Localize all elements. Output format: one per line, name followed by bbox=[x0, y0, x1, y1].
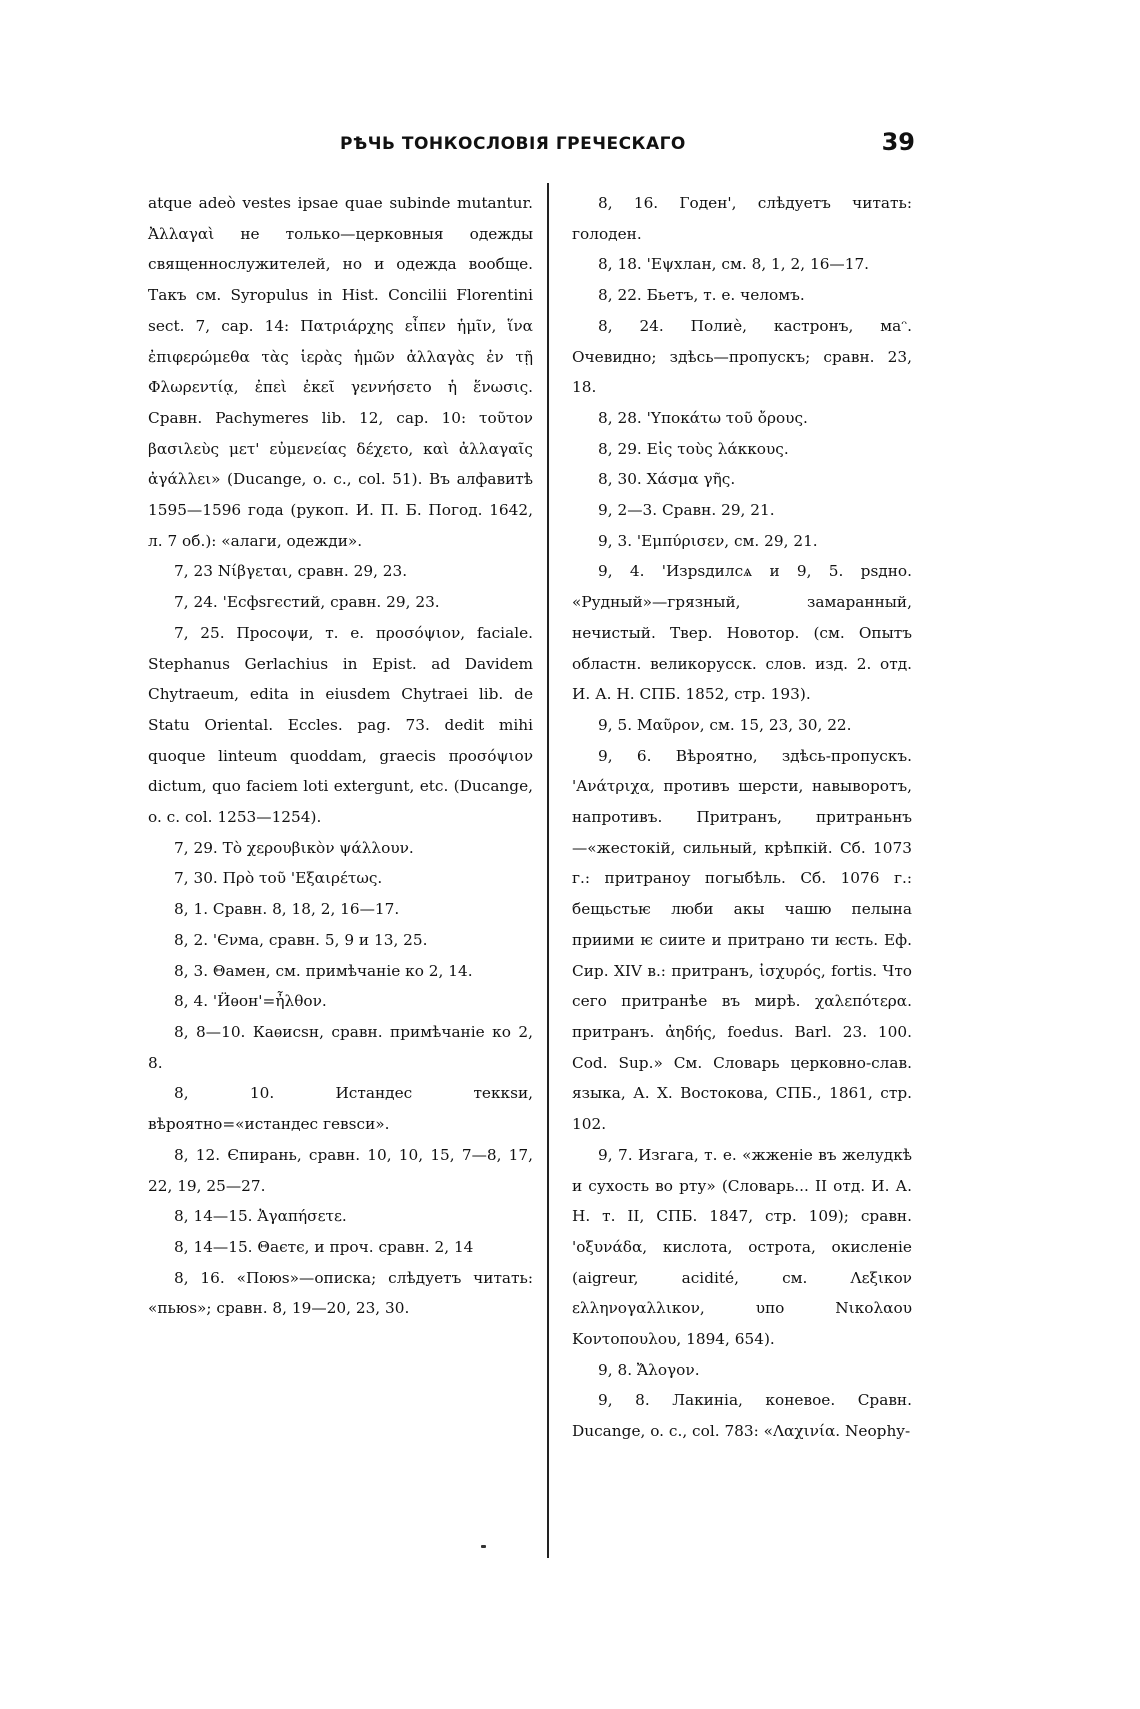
paragraph: atque adeò vestes ipsae quae subinde mutantur. Ἀλλαγαὶ не только—церковныя одежды священнослужителей, но и одежда вообще. Такъ см. Syropulus in Hist. Concilii Florentini sect. 7, cap. 14: Πατριάρχης εἶπεν ἡμῖν, ἵνα ἐπιφερώμεθα τὰς ἱερὰς ἡμῶν ἀλλαγὰς ἐν τῇ Φλωρεντίᾳ, ἐπεὶ ἐκεῖ γεννήσετο ἡ ἕνωσις. Сравн. Pachymeres lib. 12, cap. 10: τοῦτον βασιλεὺς μετ' εὐμενείας δέχετο, καὶ ἀλλαγαῖς ἀγάλλει» (Ducange, o. c., col. 51). Въ алфавитѣ 1595—1596 года (рукоп. И. П. Б. Погод. 1642, л. 7 об.): «алаги, одежди». bbox=[148, 194, 533, 550]
note-entry: 8, 2. 'Єνма, сравн. 5, 9 и 13, 25. bbox=[174, 930, 428, 949]
note-entry: 8, 1. Сравн. 8, 18, 2, 16—17. bbox=[174, 900, 400, 919]
column-divider bbox=[547, 183, 549, 1558]
note-entry: 9, 6. Вѣроятно, здѣсь-пропускъ. 'Ανάτριχα, противъ шерсти, навыворотъ, напротивъ. Притранъ, притраньнъ—«жестокій, сильный, крѣпкій. Сб. 1073 г.: притраноу погыбѣль. Сб. 1076 г.: бещьстьѥ люби акы чашю пелына приими ѥ сиите и притрано ти ѥсть. Еф. Сир. XIV в.: притранъ, ἰσχυρός, fortis. Что сего притранѣе въ мирѣ. χαλεπότερα. притранъ. ἀηδής, foedus. Barl. 23. 100. Cod. Sup.» См. Словарь церковно-слав. языка, А. Х. Востокова, СПБ., 1861, стр. 102. bbox=[572, 746, 912, 1134]
note-entry: 8, 14—15. Ἀγαπήσετε. bbox=[174, 1207, 347, 1226]
note-entry: 8, 22. Бьетъ, т. е. челомъ. bbox=[598, 286, 805, 305]
note-entry: 8, 12. Єпирань, сравн. 10, 10, 15, 7—8, 17, 22, 19, 25—27. bbox=[148, 1145, 533, 1195]
note-entry: 8, 28. 'Υποκάτω τοῦ ὄρους. bbox=[598, 408, 808, 427]
note-entry: 8, 16. Годен', слѣдуетъ читать: голоден. bbox=[572, 194, 912, 243]
note-entry: 7, 25. Просоψи, т. е. προσόψιον, faciale. Stephanus Gerlachius in Epist. ad Davidem Chytraeum, edita in eiusdem Chytraei lib. de Statu Oriental. Eccles. pag. 73. dedit mihi quoque linteum quoddam, graecis προσόψιον dictum, quo faciem loti extergunt, etc. (Ducange, o. c. col. 1253—1254). bbox=[148, 623, 533, 827]
note-entry: 9, 2—3. Сравн. 29, 21. bbox=[598, 501, 775, 520]
note-entry: 8, 8—10. Каѳисѕн, сравн. примѣчаніе ко 2, 8. bbox=[148, 1022, 533, 1072]
note-entry: 8, 18. 'Εψхлан, см. 8, 1, 2, 16—17. bbox=[598, 255, 870, 274]
page-number: 39 bbox=[881, 128, 915, 156]
note-entry: 8, 4. 'Ӥѳон'=ἦλθον. bbox=[174, 992, 327, 1011]
note-entry: 8, 24. Полиѐ, кастронъ, маᵔ. Очевидно; здѣсь—пропускъ; сравн. 23, 18. bbox=[572, 316, 912, 397]
page-title: РѢЧЬ ТОНКОСЛОВІЯ ГРЕЧЕСКАГО bbox=[340, 134, 686, 154]
note-entry: 8, 29. Εἰς τοὺς λάκκους. bbox=[598, 439, 789, 458]
note-entry: 8, 14—15. Θаєтє, и проч. сравн. 2, 14 bbox=[174, 1237, 474, 1256]
printer-mark bbox=[481, 1545, 486, 1548]
note-entry: 9, 8. Ἄλογον. bbox=[598, 1360, 700, 1379]
note-entry: 9, 8. Лакиніа, коневое. Сравн. Ducange, o. c., col. 783: «Λαχινία. Neophy- bbox=[572, 1391, 912, 1441]
note-entry: 9, 4. 'Изрѕдилсѧ и 9, 5. рѕдно. «Рудный»—грязный, замаранный, нечистый. Твер. Новотор. (см. Опытъ областн. великорусск. слов. изд. 2. отд. И. А. Н. СПБ. 1852, стр. 193). bbox=[572, 562, 912, 704]
note-entry: 9, 3. 'Εμπύρισεν, см. 29, 21. bbox=[598, 531, 818, 550]
note-entry: 8, 30. Χάσμα γῆς. bbox=[598, 470, 736, 489]
running-head bbox=[145, 130, 915, 166]
right-column bbox=[572, 188, 912, 1447]
note-entry: 8, 3. Θамен, см. примѣчаніе ко 2, 14. bbox=[174, 961, 473, 980]
note-entry: 7, 30. Πρὸ τοῦ 'Εξαιρέτως. bbox=[174, 869, 383, 888]
left-column bbox=[148, 188, 533, 1324]
note-entry: 7, 23 Νίβγεται, сравн. 29, 23. bbox=[174, 562, 408, 581]
note-entry: 8, 10. Истандес теккѕи, вѣроятно=«истандес гевѕси». bbox=[148, 1084, 533, 1134]
note-entry: 7, 29. Τὸ χερουβικὸν ψάλλουν. bbox=[174, 838, 414, 857]
note-entry: 9, 7. Изгага, т. е. «жженіе въ желудкѣ и сухость во рту» (Словарь... II отд. И. А. Н. т. II, СПБ. 1847, стр. 109); сравн. 'οξυνάδα, кислота, острота, окисленіе (aigreur, acidité, см. Λεξικον ελληνογαλλικον, υπο Νικολαου Κοντοπουλου, 1894, 654). bbox=[572, 1145, 912, 1349]
note-entry: 7, 24. 'Есфѕгєстий, сравн. 29, 23. bbox=[174, 593, 440, 612]
note-entry: 8, 16. «Поюѕ»—описка; слѣдуетъ читать: «пьюѕ»; сравн. 8, 19—20, 23, 30. bbox=[148, 1268, 533, 1318]
note-entry: 9, 5. Μαῦρον, см. 15, 23, 30, 22. bbox=[598, 715, 852, 734]
